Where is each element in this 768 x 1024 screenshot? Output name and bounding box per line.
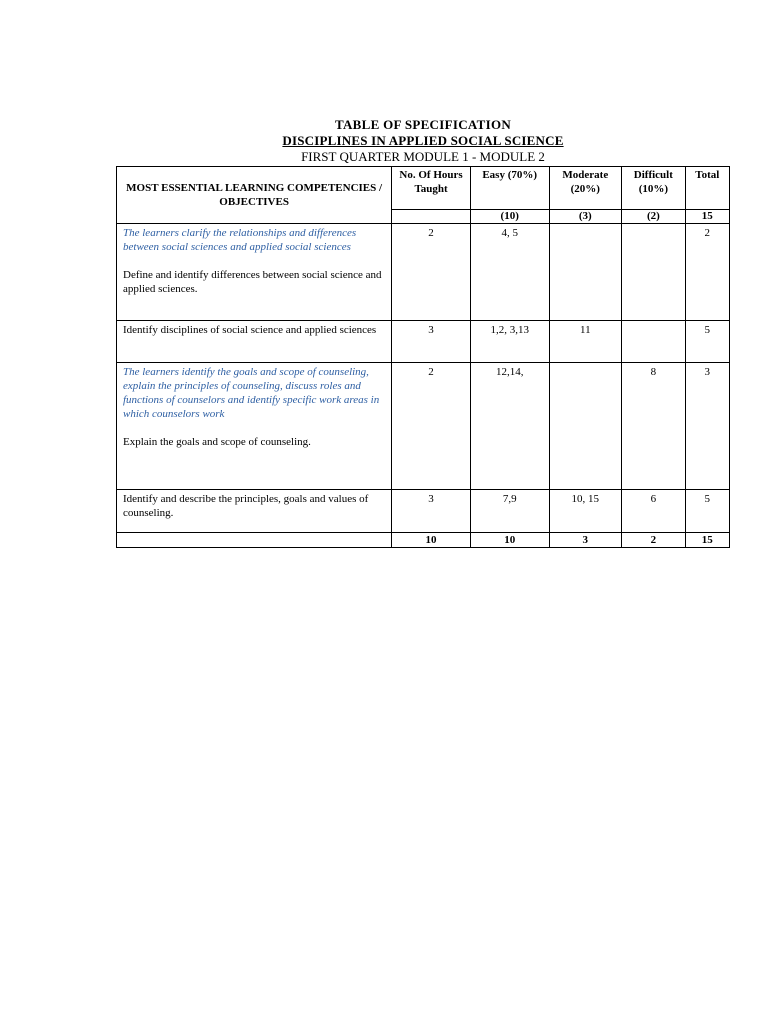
quarter-subtitle: FIRST QUARTER MODULE 1 - MODULE 2 [301, 149, 545, 164]
subheader-hours [392, 210, 471, 224]
moderate-cell [549, 224, 622, 321]
objective-cell [117, 321, 392, 363]
hours-cell: 3 [392, 490, 471, 533]
objective-cell [117, 490, 392, 533]
subheader-easy: (10) [470, 210, 549, 224]
totals-total: 15 [685, 533, 729, 548]
table-row [117, 363, 730, 490]
totals-label [117, 533, 392, 548]
easy-cell: 7,9 [470, 490, 549, 533]
moderate-cell: 10, 15 [549, 490, 622, 533]
subheader-difficult: (2) [622, 210, 686, 224]
difficult-cell [622, 321, 686, 363]
total-cell: 3 [685, 363, 729, 490]
table-row [117, 321, 730, 363]
header-total: Total [685, 167, 729, 210]
easy-cell: 12,14, [470, 363, 549, 490]
moderate-cell: 11 [549, 321, 622, 363]
hours-cell: 2 [392, 363, 471, 490]
objective-text: Explain the goals and scope of counseling. [123, 436, 311, 448]
total-cell: 5 [685, 321, 729, 363]
header-difficult: Difficult (10%) [622, 167, 686, 210]
difficult-cell: 6 [622, 490, 686, 533]
objective-cell [117, 363, 392, 490]
header-objectives: MOST ESSENTIAL LEARNING COMPETENCIES / OBJECTIVES [117, 167, 392, 224]
total-cell: 5 [685, 490, 729, 533]
totals-easy: 10 [470, 533, 549, 548]
competency-text: The learners clarify the relationships and differences between social sciences and applied social sciences [123, 227, 357, 253]
easy-cell: 1,2, 3,13 [470, 321, 549, 363]
header-hours: No. Of Hours Taught [392, 167, 471, 210]
difficult-cell: 8 [622, 363, 686, 490]
hours-cell: 3 [392, 321, 471, 363]
subheader-moderate: (3) [549, 210, 622, 224]
totals-row [117, 533, 730, 548]
header-row [117, 167, 730, 210]
header-easy: Easy (70%) [470, 167, 549, 210]
objective-cell [117, 224, 392, 321]
totals-moderate: 3 [549, 533, 622, 548]
totals-difficult: 2 [622, 533, 686, 548]
moderate-cell [549, 363, 622, 490]
header-moderate: Moderate (20%) [549, 167, 622, 210]
subject-title: DISCIPLINES IN APPLIED SOCIAL SCIENCE [282, 133, 564, 148]
totals-hours: 10 [392, 533, 471, 548]
hours-cell: 2 [392, 224, 471, 321]
objective-text: Identify and describe the principles, goals and values of counseling. [123, 493, 369, 519]
objective-text: Define and identify differences between social science and applied sciences. [123, 269, 382, 295]
total-cell: 2 [685, 224, 729, 321]
specification-table [116, 166, 730, 548]
easy-cell: 4, 5 [470, 224, 549, 321]
document-header [116, 117, 730, 165]
table-row [117, 490, 730, 533]
table-row [117, 224, 730, 321]
document-title: TABLE OF SPECIFICATION [334, 117, 512, 132]
subheader-total: 15 [685, 210, 729, 224]
competency-text: The learners identify the goals and scope of counseling, explain the principles of counseling, discuss roles and functions of counselors and identify specific work areas in which counselors work [123, 366, 380, 420]
objective-text: Identify disciplines of social science and applied sciences [123, 324, 377, 336]
difficult-cell [622, 224, 686, 321]
